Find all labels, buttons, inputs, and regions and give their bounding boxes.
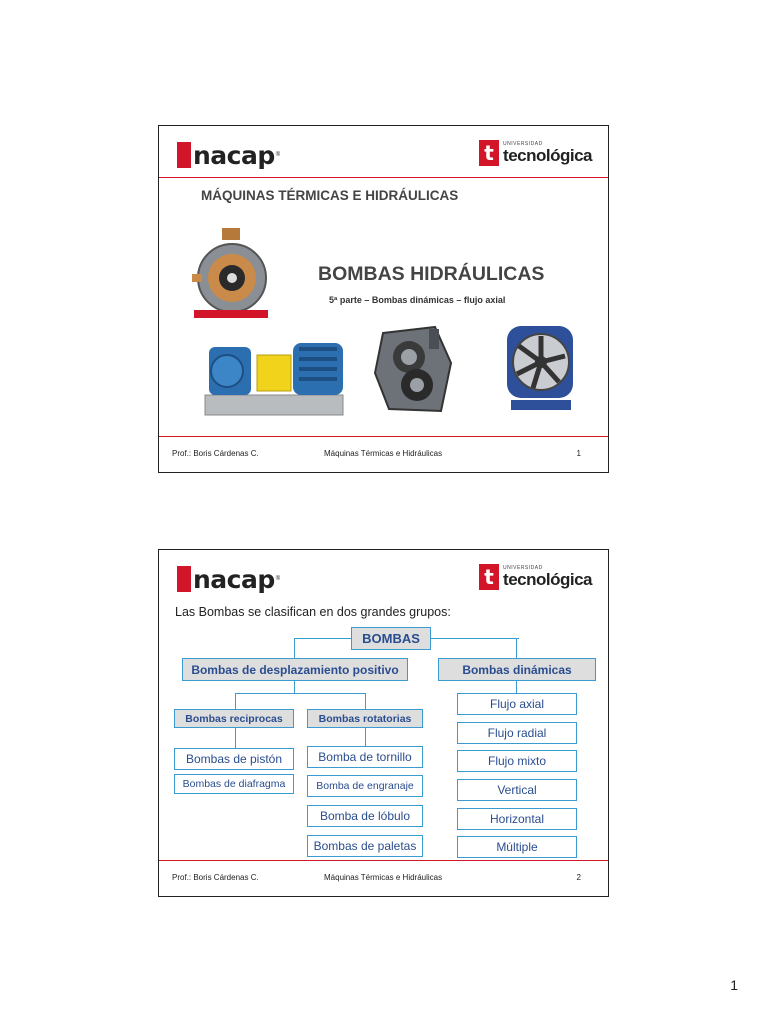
horizontal-box: Horizontal bbox=[457, 808, 577, 830]
footer-page-number: 1 bbox=[576, 449, 581, 458]
utecnologica-logo-small: UNIVERSIDAD bbox=[503, 565, 543, 571]
connector-line bbox=[365, 693, 366, 709]
lobe-pump-box: Bomba de lóbulo bbox=[307, 805, 423, 827]
subject-title: MÁQUINAS TÉRMICAS E HIDRÁULICAS bbox=[201, 188, 459, 203]
radial-flow-box: Flujo radial bbox=[457, 722, 577, 744]
vertical-box: Vertical bbox=[457, 779, 577, 801]
inacap-logo-text: nacap bbox=[193, 140, 275, 170]
inacap-logo-text: nacap bbox=[193, 564, 275, 594]
gear-pump-box: Bomba de engranaje bbox=[307, 775, 423, 797]
piston-pump-box: Bombas de pistón bbox=[174, 748, 294, 770]
trademark-symbol: ® bbox=[275, 152, 281, 158]
header-divider bbox=[159, 177, 608, 178]
inacap-logo-mark bbox=[177, 142, 191, 168]
utecnologica-logo-small: UNIVERSIDAD bbox=[503, 141, 543, 147]
lobe-pump-image bbox=[497, 316, 581, 416]
connector-line bbox=[365, 728, 366, 748]
inacap-logo-mark bbox=[177, 566, 191, 592]
connector-line bbox=[235, 728, 236, 748]
utecnologica-logo bbox=[479, 564, 592, 590]
rotary-pumps-box: Bombas rotatorias bbox=[307, 709, 423, 728]
slide-1 bbox=[158, 125, 609, 473]
utecnologica-logo-text: tecnológica bbox=[503, 570, 592, 589]
connector-line bbox=[294, 638, 295, 658]
reciprocating-pumps-box: Bombas reciprocas bbox=[174, 709, 294, 728]
slide-2 bbox=[158, 549, 609, 897]
connector-line bbox=[235, 693, 366, 694]
screw-pump-box: Bomba de tornillo bbox=[307, 746, 423, 768]
connector-line bbox=[235, 693, 236, 709]
footer-author: Prof.: Boris Cárdenas C. bbox=[172, 449, 259, 458]
utecnologica-logo-text: tecnológica bbox=[503, 146, 592, 165]
centrifugal-pump-cutaway-image bbox=[192, 226, 270, 322]
footer-course: Máquinas Térmicas e Hidráulicas bbox=[324, 873, 443, 882]
slide-footer bbox=[159, 436, 608, 472]
inacap-logo bbox=[177, 564, 280, 594]
utecnologica-logo-mark: t bbox=[479, 140, 499, 166]
motor-pump-set-image bbox=[201, 333, 347, 421]
inacap-logo bbox=[177, 140, 280, 170]
positive-displacement-box: Bombas de desplazamiento positivo bbox=[182, 658, 408, 681]
multiple-box: Múltiple bbox=[457, 836, 577, 858]
connector-line bbox=[294, 681, 295, 693]
mixed-flow-box: Flujo mixto bbox=[457, 750, 577, 772]
utecnologica-logo bbox=[479, 140, 592, 166]
dynamic-pumps-box: Bombas dinámicas bbox=[438, 658, 596, 681]
bombas-root-box: BOMBAS bbox=[351, 627, 431, 650]
utecnologica-logo-mark: t bbox=[479, 564, 499, 590]
diaphragm-pump-box: Bombas de diafragma bbox=[174, 774, 294, 794]
trademark-symbol: ® bbox=[275, 576, 281, 582]
vane-pump-box: Bombas de paletas bbox=[307, 835, 423, 857]
slide-subtitle: 5ª parte – Bombas dinámicas – flujo axial bbox=[329, 295, 506, 305]
slide-title: BOMBAS HIDRÁULICAS bbox=[318, 263, 545, 285]
document-page-number: 1 bbox=[730, 977, 738, 993]
footer-course: Máquinas Térmicas e Hidráulicas bbox=[324, 449, 443, 458]
footer-author: Prof.: Boris Cárdenas C. bbox=[172, 873, 259, 882]
footer-page-number: 2 bbox=[576, 873, 581, 882]
slide-footer bbox=[159, 860, 608, 896]
classification-intro: Las Bombas se clasifican en dos grandes grupos: bbox=[175, 605, 451, 619]
gear-pump-cutaway-image bbox=[371, 323, 455, 415]
connector-line bbox=[516, 638, 517, 658]
axial-flow-box: Flujo axial bbox=[457, 693, 577, 715]
